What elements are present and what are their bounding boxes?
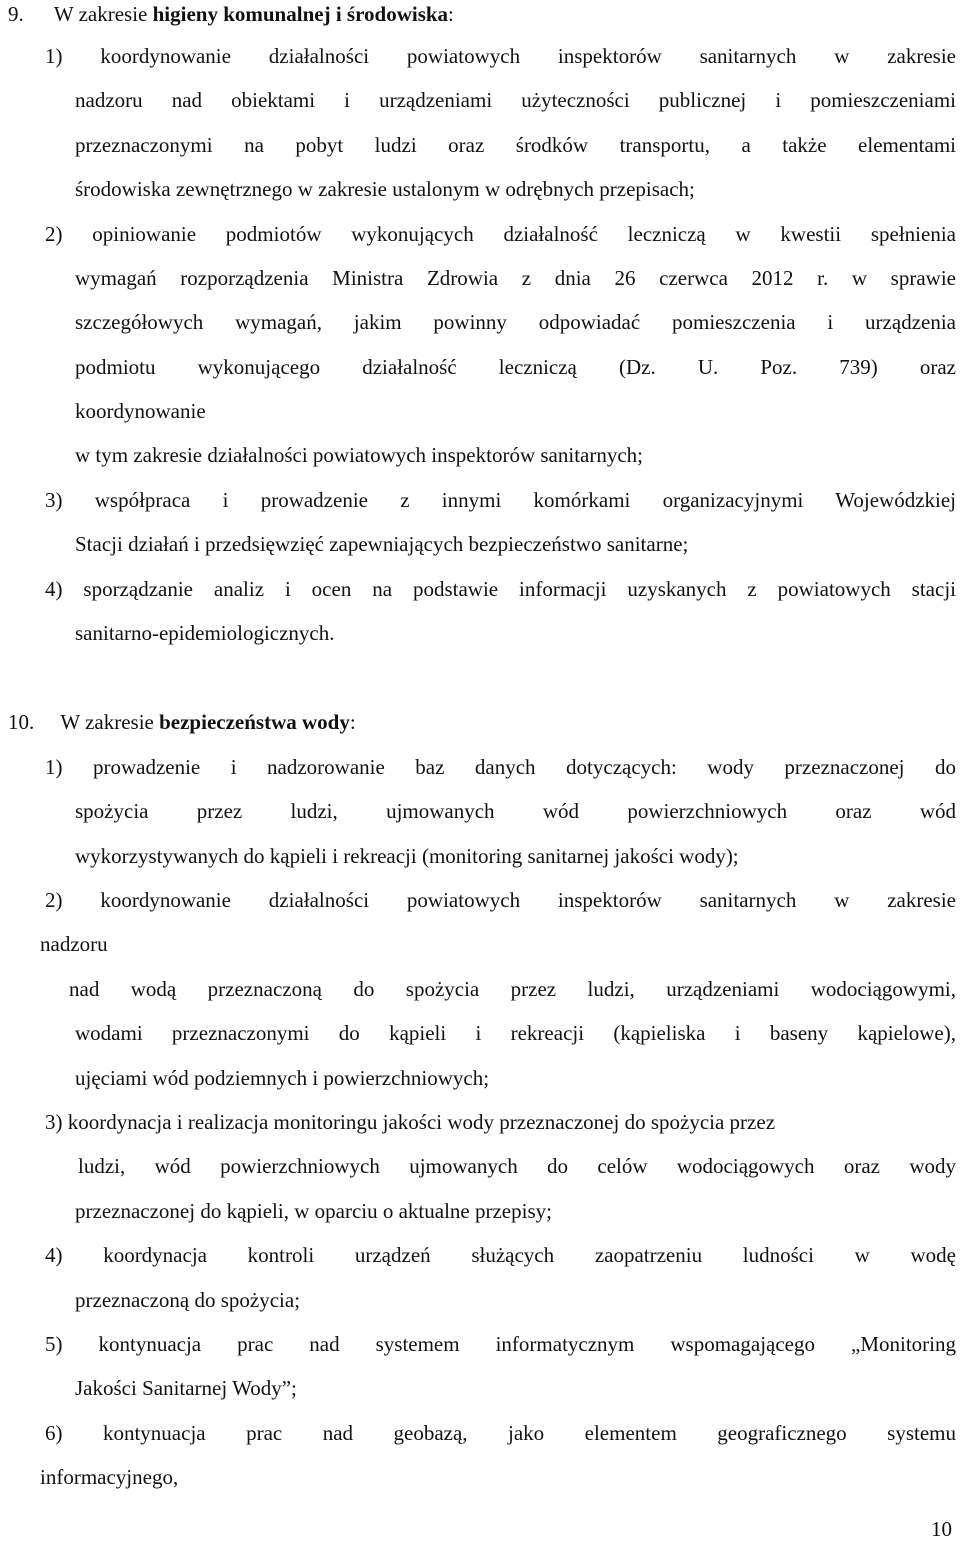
s9-line-12: Stacji działań i przedsięwzięć zapewniających bezpieczeństwo sanitarne; <box>75 532 689 556</box>
s9-line-1: 1) koordynowanie działalności powiatowych inspektorów sanitarnych w zakresie <box>45 44 956 68</box>
section-10-heading <box>8 708 356 736</box>
s10-line-4: 2) koordynowanie działalności powiatowych inspektorów sanitarnych w zakresie <box>45 888 956 912</box>
section-9-topic: higieny komunalnej i środowiska <box>152 2 449 26</box>
s10-line-10: ludzi, wód powierzchniowych ujmowanych do celów wodociągowych oraz wody <box>78 1154 956 1178</box>
s10-line-15: Jakości Sanitarnej Wody”; <box>75 1376 297 1400</box>
section-10-intro: W zakresie <box>60 710 160 734</box>
section-9-number: 9. <box>8 2 24 26</box>
s10-line-1: 1) prowadzenie i nadzorowanie baz danych dotyczących: wody przeznaczonej do <box>45 755 956 779</box>
s9-line-2: nadzoru nad obiektami i urządzeniami użyteczności publicznej i pomieszczeniami <box>75 88 956 112</box>
s10-line-5: nadzoru <box>40 932 108 956</box>
s9-line-9: koordynowanie <box>75 399 206 423</box>
s10-line-7: wodami przeznaczonymi do kąpieli i rekreacji (kąpieliska i baseny kąpielowe), <box>75 1021 956 1045</box>
s10-line-17: informacyjnego, <box>40 1465 179 1489</box>
s10-line-2: spożycia przez ludzi, ujmowanych wód powierzchniowych oraz wód <box>75 799 956 823</box>
s10-line-9: 3) koordynacja i realizacja monitoringu jakości wody przeznaczonej do spożycia przez <box>45 1110 776 1134</box>
section-10-number: 10. <box>8 710 35 734</box>
s9-line-5: 2) opiniowanie podmiotów wykonujących działalność leczniczą w kwestii spełnienia <box>45 222 956 246</box>
page-number: 10 <box>931 1517 952 1541</box>
section-9-suffix: : <box>448 2 454 26</box>
s9-line-7: szczegółowych wymagań, jakim powinny odpowiadać pomieszczenia i urządzenia <box>75 310 956 334</box>
section-9-heading <box>8 0 454 28</box>
s9-line-6: wymagań rozporządzenia Ministra Zdrowia z dnia 26 czerwca 2012 r. w sprawie <box>75 266 956 290</box>
s10-line-13: przeznaczoną do spożycia; <box>75 1288 301 1312</box>
s9-line-8: podmiotu wykonującego działalność leczniczą (Dz. U. Poz. 739) oraz <box>75 355 956 379</box>
section-9-intro: W zakresie <box>53 2 153 26</box>
s10-line-11: przeznaczonej do kąpieli, w oparciu o aktualne przepisy; <box>75 1199 552 1223</box>
s9-line-14: sanitarno-epidemiologicznych. <box>75 621 335 645</box>
section-10-topic: bezpieczeństwa wody <box>159 710 350 734</box>
s9-line-11: 3) współpraca i prowadzenie z innymi komórkami organizacyjnymi Wojewódzkiej <box>45 488 956 512</box>
s9-line-10: w tym zakresie działalności powiatowych inspektorów sanitarnych; <box>75 443 644 467</box>
s10-line-8: ujęciami wód podziemnych i powierzchniowych; <box>75 1066 490 1090</box>
s10-line-14: 5) kontynuacja prac nad systemem informatycznym wspomagającego „Monitoring <box>45 1332 956 1356</box>
section-10-suffix: : <box>349 710 356 734</box>
s10-line-16: 6) kontynuacja prac nad geobazą, jako elementem geograficznego systemu <box>45 1421 956 1445</box>
s10-line-12: 4) koordynacja kontroli urządzeń służących zaopatrzeniu ludności w wodę <box>45 1243 956 1267</box>
s10-line-6: nad wodą przeznaczoną do spożycia przez ludzi, urządzeniami wodociągowymi, <box>69 977 956 1001</box>
s10-line-3: wykorzystywanych do kąpieli i rekreacji (monitoring sanitarnej jakości wody); <box>75 844 739 868</box>
s9-line-3: przeznaczonymi na pobyt ludzi oraz środków transportu, a także elementami <box>75 133 956 157</box>
s9-line-13: 4) sporządzanie analiz i ocen na podstawie informacji uzyskanych z powiatowych stacji <box>45 577 956 601</box>
s9-line-4: środowiska zewnętrznego w zakresie ustalonym w odrębnych przepisach; <box>75 177 695 201</box>
